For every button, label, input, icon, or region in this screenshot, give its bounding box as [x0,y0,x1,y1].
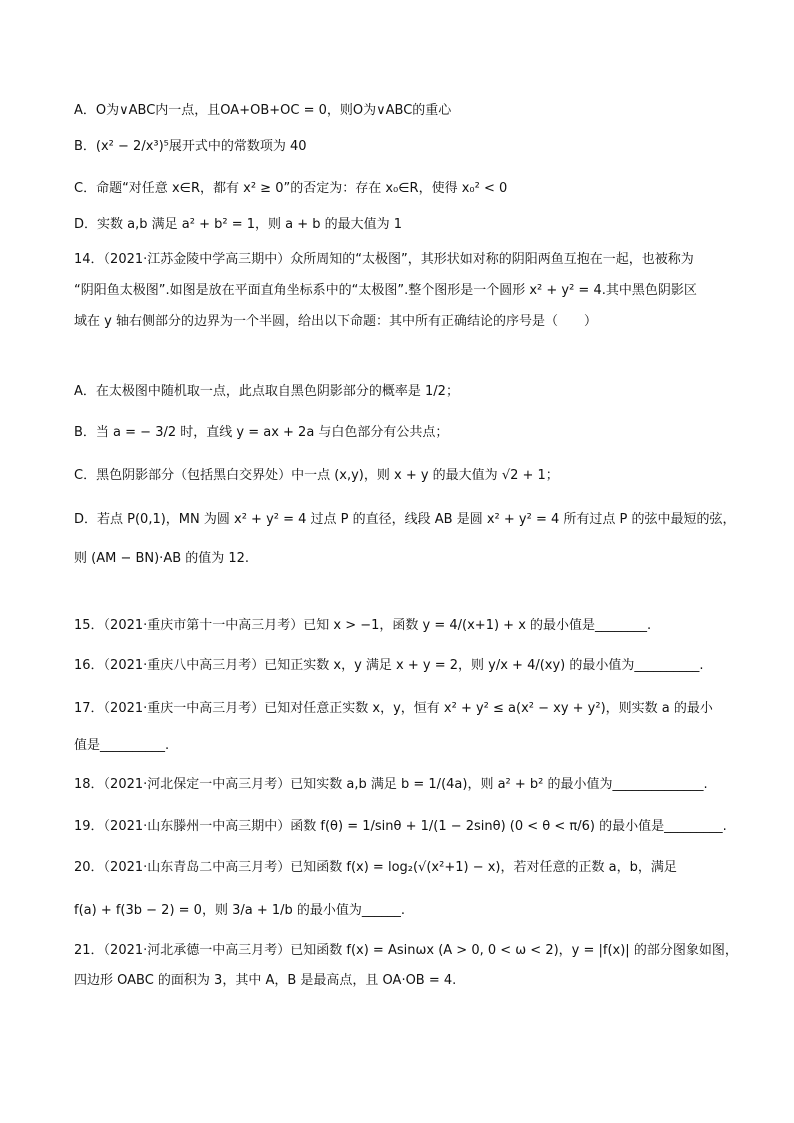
option-13d: D．实数 a,b 满足 a² + b² = 1，则 a + b 的最大值为 1 [74,217,403,232]
question-20-line2: f(a) + f(3b − 2) = 0，则 3/a + 1/b 的最小值为______. [74,903,406,918]
question-21-line1: 21．（2021·河北承德一中高三月考）已知函数 f(x) = Asinωx (A > 0, 0 < ω < 2)，y = |f(x)| 的部分图象如图， [74,943,738,958]
question-14-line2: “阴阳鱼太极图”.如图是放在平面直角坐标系中的“太极图”.整个图形是一个圆形 x² + y² = 4.其中黑色阴影区 [74,283,697,298]
question-19: 19．（2021·山东滕州一中高三期中）函数 f(θ) = 1/sinθ + 1/(1 − 2sinθ) (0 < θ < π/6) 的最小值是_________. [74,819,727,834]
question-16: 16．（2021·重庆八中高三月考）已知正实数 x，y 满足 x + y = 2，则 y/x + 4/(xy) 的最小值为__________. [74,658,704,673]
option-14d-line1: D．若点 P(0,1)，MN 为圆 x² + y² = 4 过点 P 的直径，线段 AB 是圆 x² + y² = 4 所有过点 P 的弦中最短的弦， [74,512,736,527]
option-14d-line2: 则 (AM − BN)·AB 的值为 12. [74,551,250,566]
option-13b: B．(x² − 2/x³)⁵展开式中的常数项为 40 [74,139,307,154]
option-14b: B．当 a = − 3/2 时，直线 y = ax + 2a 与白色部分有公共点； [74,425,449,440]
question-18: 18．（2021·河北保定一中高三月考）已知实数 a,b 满足 b = 1/(4a)，则 a² + b² 的最小值为______________. [74,777,708,792]
question-17-line2: 值是__________. [74,738,170,753]
option-13c: C．命题“对任意 x∈R，都有 x² ≥ 0”的否定为：存在 x₀∈R，使得 x₀² < 0 [74,181,508,196]
option-14c: C．黑色阴影部分（包括黑白交界处）中一点 (x,y)，则 x + y 的最大值为 √2 + 1； [74,468,559,483]
question-20-line1: 20．（2021·山东青岛二中高三月考）已知函数 f(x) = log₂(√(x²+1) − x)，若对任意的正数 a，b，满足 [74,860,677,875]
question-17-line1: 17．（2021·重庆一中高三月考）已知对任意正实数 x，y，恒有 x² + y² ≤ a(x² − xy + y²)，则实数 a 的最小 [74,701,713,716]
question-21-line2: 四边形 OABC 的面积为 3，其中 A，B 是最高点，且 OA·OB = 4. [74,973,457,988]
question-14-line3: 域在 y 轴右侧部分的边界为一个半圆，给出以下命题：其中所有正确结论的序号是（ ） [74,314,597,329]
option-14a: A．在太极图中随机取一点，此点取自黑色阴影部分的概率是 1/2； [74,384,459,399]
option-13a: A．O为∨ABC内一点，且OA+OB+OC = 0，则O为∨ABC的重心 [74,103,452,118]
question-14-line1: 14．（2021·江苏金陵中学高三期中）众所周知的“太极图”，其形状如对称的阴阳两鱼互抱在一起，也被称为 [74,252,694,267]
question-15: 15．（2021·重庆市第十一中高三月考）已知 x > −1，函数 y = 4/(x+1) + x 的最小值是________. [74,618,652,633]
